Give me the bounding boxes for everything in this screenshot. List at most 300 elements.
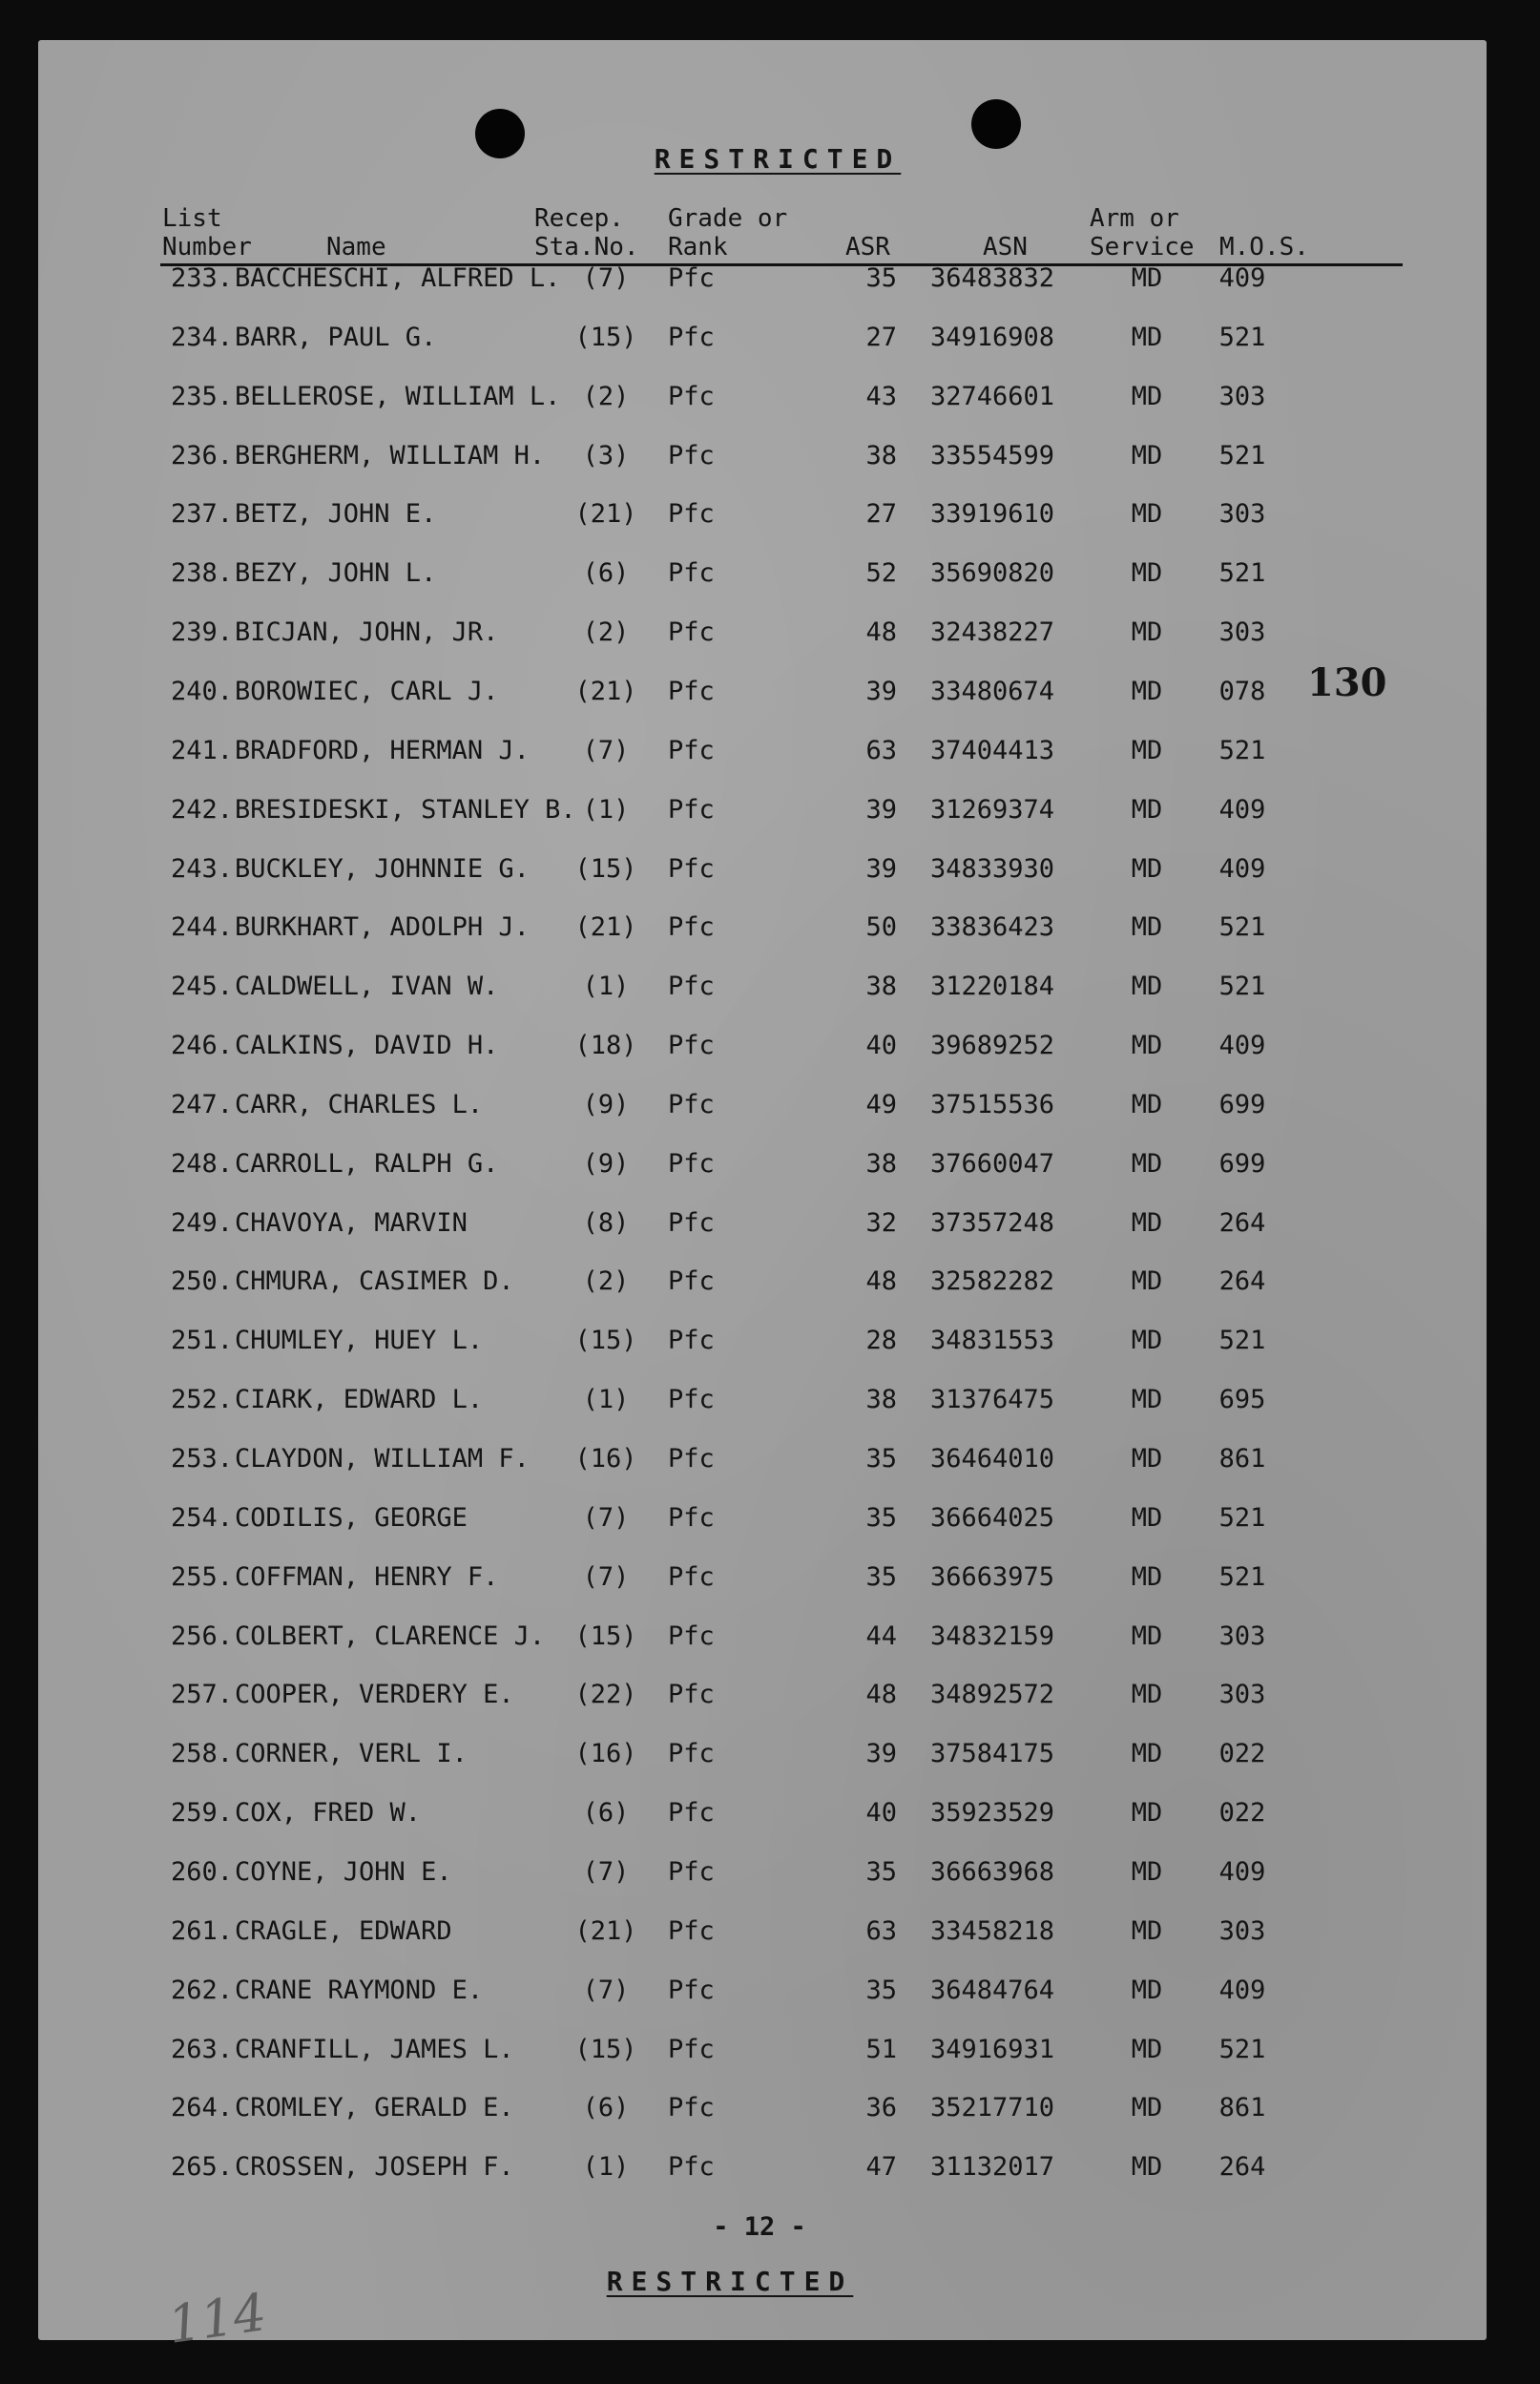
row-asn: 33480674 [929, 677, 1055, 706]
row-grade: Pfc [668, 558, 715, 588]
row-asn: 33836423 [929, 912, 1055, 942]
row-name: BERGHERM, WILLIAM H. [235, 441, 546, 471]
row-list-number: 255. [170, 1562, 233, 1592]
row-arm-service: MD [1131, 558, 1163, 588]
row-list-number: 248. [170, 1149, 233, 1179]
row-grade: Pfc [668, 382, 715, 411]
row-arm-service: MD [1131, 1266, 1163, 1296]
row-asr: 48 [865, 1266, 897, 1296]
row-list-number: 258. [170, 1739, 233, 1768]
row-station: (7) [582, 736, 630, 765]
row-asn: 36484764 [929, 1976, 1055, 2005]
row-station: (16) [574, 1739, 637, 1768]
row-list-number: 245. [170, 972, 233, 1001]
row-grade: Pfc [668, 617, 715, 647]
row-asn: 33919610 [929, 499, 1055, 529]
row-mos: 521 [1218, 1326, 1266, 1355]
row-asr: 38 [865, 972, 897, 1001]
row-mos: 303 [1218, 1916, 1266, 1946]
row-asn: 39689252 [929, 1031, 1055, 1060]
row-name: BICJAN, JOHN, JR. [235, 617, 499, 647]
row-asn: 33458218 [929, 1916, 1055, 1946]
row-asr: 50 [865, 912, 897, 942]
table-row [0, 1322, 1540, 1360]
row-asn: 34916908 [929, 323, 1055, 352]
table-row [0, 1735, 1540, 1773]
row-list-number: 263. [170, 2035, 233, 2064]
row-arm-service: MD [1131, 1385, 1163, 1414]
row-name: CRAGLE, EDWARD [235, 1916, 452, 1946]
table-row [0, 2148, 1540, 2186]
row-asn: 36664025 [929, 1503, 1055, 1533]
row-list-number: 243. [170, 854, 233, 884]
row-asr: 39 [865, 1739, 897, 1768]
row-station: (15) [574, 323, 637, 352]
row-mos: 521 [1218, 912, 1266, 942]
row-station: (18) [574, 1031, 637, 1060]
row-mos: 521 [1218, 1503, 1266, 1533]
row-arm-service: MD [1131, 1857, 1163, 1887]
row-asr: 43 [865, 382, 897, 411]
row-grade: Pfc [668, 1798, 715, 1828]
row-asn: 34831553 [929, 1326, 1055, 1355]
row-station: (6) [582, 2093, 630, 2123]
row-arm-service: MD [1131, 1621, 1163, 1651]
row-station: (15) [574, 1621, 637, 1651]
row-grade: Pfc [668, 2035, 715, 2064]
row-mos: 264 [1218, 2152, 1266, 2182]
table-row [0, 495, 1540, 533]
row-grade: Pfc [668, 1090, 715, 1119]
row-station: (7) [582, 1562, 630, 1592]
row-mos: 409 [1218, 1857, 1266, 1887]
row-grade: Pfc [668, 677, 715, 706]
row-mos: 409 [1218, 854, 1266, 884]
row-grade: Pfc [668, 263, 715, 293]
row-list-number: 253. [170, 1444, 233, 1474]
row-list-number: 260. [170, 1857, 233, 1887]
row-asr: 38 [865, 441, 897, 471]
table-row [0, 1558, 1540, 1597]
row-grade: Pfc [668, 972, 715, 1001]
row-asr: 51 [865, 2035, 897, 2064]
row-mos: 264 [1218, 1208, 1266, 1238]
row-arm-service: MD [1131, 617, 1163, 647]
row-grade: Pfc [668, 854, 715, 884]
table-row [0, 1263, 1540, 1301]
row-arm-service: MD [1131, 1031, 1163, 1060]
row-station: (2) [582, 382, 630, 411]
table-row [0, 260, 1540, 298]
table-row [0, 1381, 1540, 1419]
table-row [0, 1027, 1540, 1065]
row-mos: 264 [1218, 1266, 1266, 1296]
row-station: (1) [582, 972, 630, 1001]
row-name: COOPER, VERDERY E. [235, 1680, 514, 1709]
table-row [0, 968, 1540, 1006]
row-asn: 37515536 [929, 1090, 1055, 1119]
row-name: CORNER, VERL I. [235, 1739, 468, 1768]
row-name: BACCHESCHI, ALFRED L. [235, 263, 561, 293]
row-mos: 521 [1218, 441, 1266, 471]
row-list-number: 262. [170, 1976, 233, 2005]
row-asn: 36464010 [929, 1444, 1055, 1474]
row-asr: 48 [865, 1680, 897, 1709]
col-header-asr: ASR [845, 233, 890, 261]
row-name: CLAYDON, WILLIAM F. [235, 1444, 530, 1474]
row-list-number: 234. [170, 323, 233, 352]
row-asr: 44 [865, 1621, 897, 1651]
row-asn: 32746601 [929, 382, 1055, 411]
row-grade: Pfc [668, 2152, 715, 2182]
row-asr: 35 [865, 1857, 897, 1887]
row-mos: 409 [1218, 1031, 1266, 1060]
row-name: CIARK, EDWARD L. [235, 1385, 484, 1414]
row-grade: Pfc [668, 1680, 715, 1709]
row-asn: 36663975 [929, 1562, 1055, 1592]
row-asn: 32438227 [929, 617, 1055, 647]
col-header-list-number: List Number [162, 204, 252, 261]
row-asr: 40 [865, 1798, 897, 1828]
row-station: (2) [582, 617, 630, 647]
row-asn: 31220184 [929, 972, 1055, 1001]
row-grade: Pfc [668, 1208, 715, 1238]
row-grade: Pfc [668, 912, 715, 942]
row-arm-service: MD [1131, 2093, 1163, 2123]
row-arm-service: MD [1131, 1444, 1163, 1474]
col-header-name: Name [326, 233, 386, 261]
row-grade: Pfc [668, 1916, 715, 1946]
row-asn: 34833930 [929, 854, 1055, 884]
row-asr: 39 [865, 677, 897, 706]
col-header-arm-service: Arm or Service [1090, 204, 1195, 261]
row-list-number: 256. [170, 1621, 233, 1651]
row-asn: 35923529 [929, 1798, 1055, 1828]
row-name: BEZY, JOHN L. [235, 558, 437, 588]
row-station: (7) [582, 1976, 630, 2005]
row-list-number: 254. [170, 1503, 233, 1533]
row-name: COLBERT, CLARENCE J. [235, 1621, 546, 1651]
col-header-asn: ASN [983, 233, 1028, 261]
row-asr: 35 [865, 1976, 897, 2005]
row-asn: 34892572 [929, 1680, 1055, 1709]
row-name: CALDWELL, IVAN W. [235, 972, 499, 1001]
row-station: (15) [574, 1326, 637, 1355]
row-station: (1) [582, 2152, 630, 2182]
row-name: CRANE RAYMOND E. [235, 1976, 484, 2005]
table-row [0, 554, 1540, 593]
row-list-number: 259. [170, 1798, 233, 1828]
table-row [0, 1145, 1540, 1183]
row-arm-service: MD [1131, 1090, 1163, 1119]
row-asn: 37404413 [929, 736, 1055, 765]
row-station: (15) [574, 854, 637, 884]
table-row [0, 2031, 1540, 2069]
row-grade: Pfc [668, 1503, 715, 1533]
row-list-number: 249. [170, 1208, 233, 1238]
row-station: (7) [582, 1857, 630, 1887]
row-mos: 303 [1218, 1680, 1266, 1709]
row-station: (15) [574, 2035, 637, 2064]
table-row [0, 1204, 1540, 1243]
row-grade: Pfc [668, 1857, 715, 1887]
row-arm-service: MD [1131, 2152, 1163, 2182]
row-asn: 34832159 [929, 1621, 1055, 1651]
row-asr: 38 [865, 1385, 897, 1414]
row-grade: Pfc [668, 499, 715, 529]
row-list-number: 261. [170, 1916, 233, 1946]
row-name: CARR, CHARLES L. [235, 1090, 484, 1119]
row-arm-service: MD [1131, 1149, 1163, 1179]
row-arm-service: MD [1131, 677, 1163, 706]
row-list-number: 241. [170, 736, 233, 765]
row-list-number: 264. [170, 2093, 233, 2123]
row-station: (21) [574, 677, 637, 706]
table-row [0, 614, 1540, 652]
row-list-number: 244. [170, 912, 233, 942]
row-name: CALKINS, DAVID H. [235, 1031, 499, 1060]
row-grade: Pfc [668, 1326, 715, 1355]
row-asr: 39 [865, 795, 897, 825]
row-arm-service: MD [1131, 912, 1163, 942]
row-mos: 409 [1218, 1976, 1266, 2005]
row-asr: 35 [865, 1503, 897, 1533]
row-grade: Pfc [668, 1976, 715, 2005]
row-name: COFFMAN, HENRY F. [235, 1562, 499, 1592]
row-asr: 40 [865, 1031, 897, 1060]
row-station: (2) [582, 1266, 630, 1296]
table-row [0, 791, 1540, 829]
row-station: (9) [582, 1149, 630, 1179]
row-list-number: 236. [170, 441, 233, 471]
row-list-number: 251. [170, 1326, 233, 1355]
row-grade: Pfc [668, 323, 715, 352]
row-list-number: 257. [170, 1680, 233, 1709]
row-grade: Pfc [668, 1266, 715, 1296]
row-station: (7) [582, 1503, 630, 1533]
row-mos: 695 [1218, 1385, 1266, 1414]
table-row [0, 1972, 1540, 2010]
row-arm-service: MD [1131, 441, 1163, 471]
row-arm-service: MD [1131, 1739, 1163, 1768]
row-mos: 078 [1218, 677, 1266, 706]
row-arm-service: MD [1131, 1326, 1163, 1355]
handwritten-margin-note: 114 [164, 2282, 270, 2355]
table-row [0, 909, 1540, 947]
table-row [0, 1440, 1540, 1478]
row-station: (21) [574, 912, 637, 942]
row-asr: 36 [865, 2093, 897, 2123]
row-asr: 48 [865, 617, 897, 647]
row-list-number: 235. [170, 382, 233, 411]
row-station: (1) [582, 795, 630, 825]
row-arm-service: MD [1131, 263, 1163, 293]
row-arm-service: MD [1131, 795, 1163, 825]
row-mos: 022 [1218, 1739, 1266, 1768]
row-asn: 32582282 [929, 1266, 1055, 1296]
row-name: BRESIDESKI, STANLEY B. [235, 795, 576, 825]
col-header-grade: Grade or Rank [668, 204, 788, 261]
row-asn: 36483832 [929, 263, 1055, 293]
row-asn: 37357248 [929, 1208, 1055, 1238]
row-arm-service: MD [1131, 1798, 1163, 1828]
row-asr: 63 [865, 736, 897, 765]
row-arm-service: MD [1131, 2035, 1163, 2064]
table-row [0, 378, 1540, 416]
row-asr: 38 [865, 1149, 897, 1179]
row-arm-service: MD [1131, 972, 1163, 1001]
row-name: BRADFORD, HERMAN J. [235, 736, 530, 765]
col-header-mos: M.O.S. [1219, 233, 1309, 261]
row-name: BELLEROSE, WILLIAM L. [235, 382, 561, 411]
row-mos: 521 [1218, 1562, 1266, 1592]
row-asn: 33554599 [929, 441, 1055, 471]
row-asr: 35 [865, 1562, 897, 1592]
table-row [0, 1086, 1540, 1124]
row-grade: Pfc [668, 1385, 715, 1414]
table-row [0, 2089, 1540, 2127]
row-list-number: 252. [170, 1385, 233, 1414]
row-name: CHAVOYA, MARVIN [235, 1208, 468, 1238]
row-name: BUCKLEY, JOHNNIE G. [235, 854, 530, 884]
row-asn: 34916931 [929, 2035, 1055, 2064]
row-station: (16) [574, 1444, 637, 1474]
row-name: CODILIS, GEORGE [235, 1503, 468, 1533]
row-list-number: 240. [170, 677, 233, 706]
row-asr: 35 [865, 263, 897, 293]
row-grade: Pfc [668, 441, 715, 471]
row-station: (22) [574, 1680, 637, 1709]
row-asn: 31269374 [929, 795, 1055, 825]
row-list-number: 247. [170, 1090, 233, 1119]
stamp-number: 130 [1307, 660, 1387, 705]
row-list-number: 237. [170, 499, 233, 529]
row-asn: 37660047 [929, 1149, 1055, 1179]
row-list-number: 242. [170, 795, 233, 825]
row-grade: Pfc [668, 1739, 715, 1768]
row-grade: Pfc [668, 736, 715, 765]
row-station: (6) [582, 1798, 630, 1828]
row-asr: 27 [865, 323, 897, 352]
row-mos: 022 [1218, 1798, 1266, 1828]
table-row [0, 850, 1540, 889]
row-arm-service: MD [1131, 1562, 1163, 1592]
row-list-number: 265. [170, 2152, 233, 2182]
row-arm-service: MD [1131, 1208, 1163, 1238]
row-station: (6) [582, 558, 630, 588]
row-mos: 521 [1218, 323, 1266, 352]
row-grade: Pfc [668, 1031, 715, 1060]
row-asr: 39 [865, 854, 897, 884]
row-asr: 35 [865, 1444, 897, 1474]
row-asr: 52 [865, 558, 897, 588]
footer-classification: RESTRICTED [606, 2266, 854, 2297]
table-row [0, 1853, 1540, 1892]
row-name: BARR, PAUL G. [235, 323, 437, 352]
row-station: (7) [582, 263, 630, 293]
row-arm-service: MD [1131, 1503, 1163, 1533]
row-mos: 303 [1218, 382, 1266, 411]
row-grade: Pfc [668, 1562, 715, 1592]
row-name: COYNE, JOHN E. [235, 1857, 452, 1887]
row-mos: 521 [1218, 2035, 1266, 2064]
row-asn: 36663968 [929, 1857, 1055, 1887]
row-arm-service: MD [1131, 1680, 1163, 1709]
table-row [0, 732, 1540, 770]
row-list-number: 239. [170, 617, 233, 647]
row-mos: 303 [1218, 617, 1266, 647]
row-asr: 32 [865, 1208, 897, 1238]
row-mos: 409 [1218, 263, 1266, 293]
row-name: COX, FRED W. [235, 1798, 422, 1828]
table-row [0, 1794, 1540, 1832]
table-row [0, 1499, 1540, 1537]
row-mos: 521 [1218, 558, 1266, 588]
row-list-number: 250. [170, 1266, 233, 1296]
table-row [0, 1913, 1540, 1951]
row-name: CHMURA, CASIMER D. [235, 1266, 514, 1296]
row-mos: 521 [1218, 736, 1266, 765]
row-asn: 31376475 [929, 1385, 1055, 1414]
row-grade: Pfc [668, 1621, 715, 1651]
row-grade: Pfc [668, 1149, 715, 1179]
row-station: (21) [574, 1916, 637, 1946]
row-mos: 409 [1218, 795, 1266, 825]
row-grade: Pfc [668, 795, 715, 825]
row-asr: 63 [865, 1916, 897, 1946]
table-row [0, 319, 1540, 357]
table-row [0, 437, 1540, 475]
row-arm-service: MD [1131, 323, 1163, 352]
row-mos: 699 [1218, 1090, 1266, 1119]
row-grade: Pfc [668, 2093, 715, 2123]
row-list-number: 238. [170, 558, 233, 588]
row-asr: 27 [865, 499, 897, 529]
row-name: CROMLEY, GERALD E. [235, 2093, 514, 2123]
row-grade: Pfc [668, 1444, 715, 1474]
row-arm-service: MD [1131, 854, 1163, 884]
row-arm-service: MD [1131, 1916, 1163, 1946]
row-station: (3) [582, 441, 630, 471]
table-row [0, 1676, 1540, 1714]
row-mos: 521 [1218, 972, 1266, 1001]
row-mos: 303 [1218, 1621, 1266, 1651]
row-arm-service: MD [1131, 1976, 1163, 2005]
row-name: BOROWIEC, CARL J. [235, 677, 499, 706]
row-asn: 35217710 [929, 2093, 1055, 2123]
row-asn: 31132017 [929, 2152, 1055, 2182]
row-name: CARROLL, RALPH G. [235, 1149, 499, 1179]
header-classification: RESTRICTED [654, 143, 902, 175]
row-asr: 28 [865, 1326, 897, 1355]
row-asn: 35690820 [929, 558, 1055, 588]
row-mos: 699 [1218, 1149, 1266, 1179]
row-arm-service: MD [1131, 736, 1163, 765]
page-number: - 12 - [713, 2212, 806, 2242]
row-station: (1) [582, 1385, 630, 1414]
row-name: CHUMLEY, HUEY L. [235, 1326, 484, 1355]
row-name: CRANFILL, JAMES L. [235, 2035, 514, 2064]
row-asr: 47 [865, 2152, 897, 2182]
row-station: (8) [582, 1208, 630, 1238]
row-asn: 37584175 [929, 1739, 1055, 1768]
row-station: (9) [582, 1090, 630, 1119]
row-list-number: 233. [170, 263, 233, 293]
row-name: CROSSEN, JOSEPH F. [235, 2152, 514, 2182]
row-arm-service: MD [1131, 499, 1163, 529]
row-mos: 861 [1218, 2093, 1266, 2123]
table-row [0, 1618, 1540, 1656]
